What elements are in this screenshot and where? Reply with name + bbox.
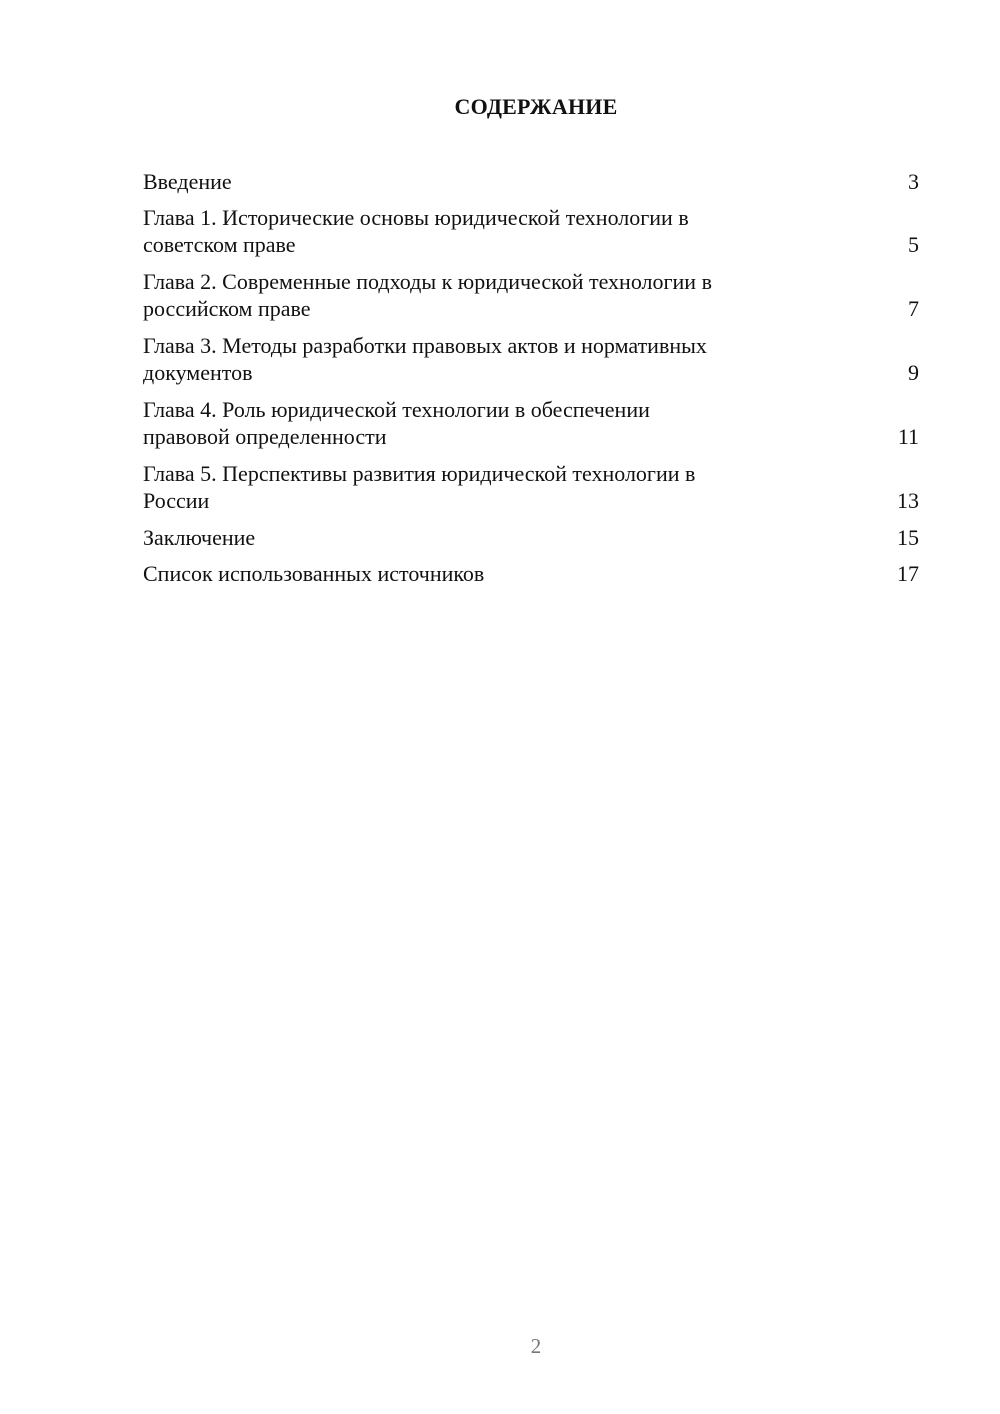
toc-entry-introduction[interactable] xyxy=(143,168,919,195)
table-of-contents xyxy=(143,168,919,596)
page-title: СОДЕРЖАНИЕ xyxy=(454,94,618,119)
toc-entry-references[interactable] xyxy=(143,560,919,587)
toc-entry-title: Заключение xyxy=(143,525,256,550)
toc-entry-conclusion[interactable] xyxy=(143,524,919,551)
toc-entry-page: 15 xyxy=(897,525,919,550)
toc-entry-page: 7 xyxy=(908,296,919,321)
toc-entry-chapter-5[interactable] xyxy=(143,460,919,514)
toc-entry-chapter-1[interactable] xyxy=(143,204,919,258)
toc-entry-title: Глава 5. Перспективы развития юридической технологии в России xyxy=(143,461,696,513)
toc-entry-page: 13 xyxy=(897,488,919,513)
toc-entry-title: Список использованных источников xyxy=(143,561,485,586)
toc-entry-chapter-3[interactable] xyxy=(143,332,919,386)
toc-entry-title: Глава 1. Исторические основы юридической технологии в советском праве xyxy=(143,205,689,257)
toc-entry-title: Введение xyxy=(143,169,232,194)
toc-entry-page: 5 xyxy=(908,232,919,257)
toc-entry-chapter-2[interactable] xyxy=(143,268,919,322)
toc-entry-page: 11 xyxy=(897,424,919,449)
toc-entry-title: Глава 4. Роль юридической технологии в обеспечении правовой определенности xyxy=(143,397,650,449)
page-number: 2 xyxy=(530,1334,542,1358)
toc-entry-chapter-4[interactable] xyxy=(143,396,919,450)
toc-entry-page: 3 xyxy=(908,169,919,194)
toc-entry-title: Глава 3. Методы разработки правовых актов и нормативных документов xyxy=(143,333,707,385)
toc-entry-page: 9 xyxy=(908,360,919,385)
toc-entry-page: 17 xyxy=(897,561,919,586)
toc-entry-title: Глава 2. Современные подходы к юридической технологии в российском праве xyxy=(143,269,712,321)
